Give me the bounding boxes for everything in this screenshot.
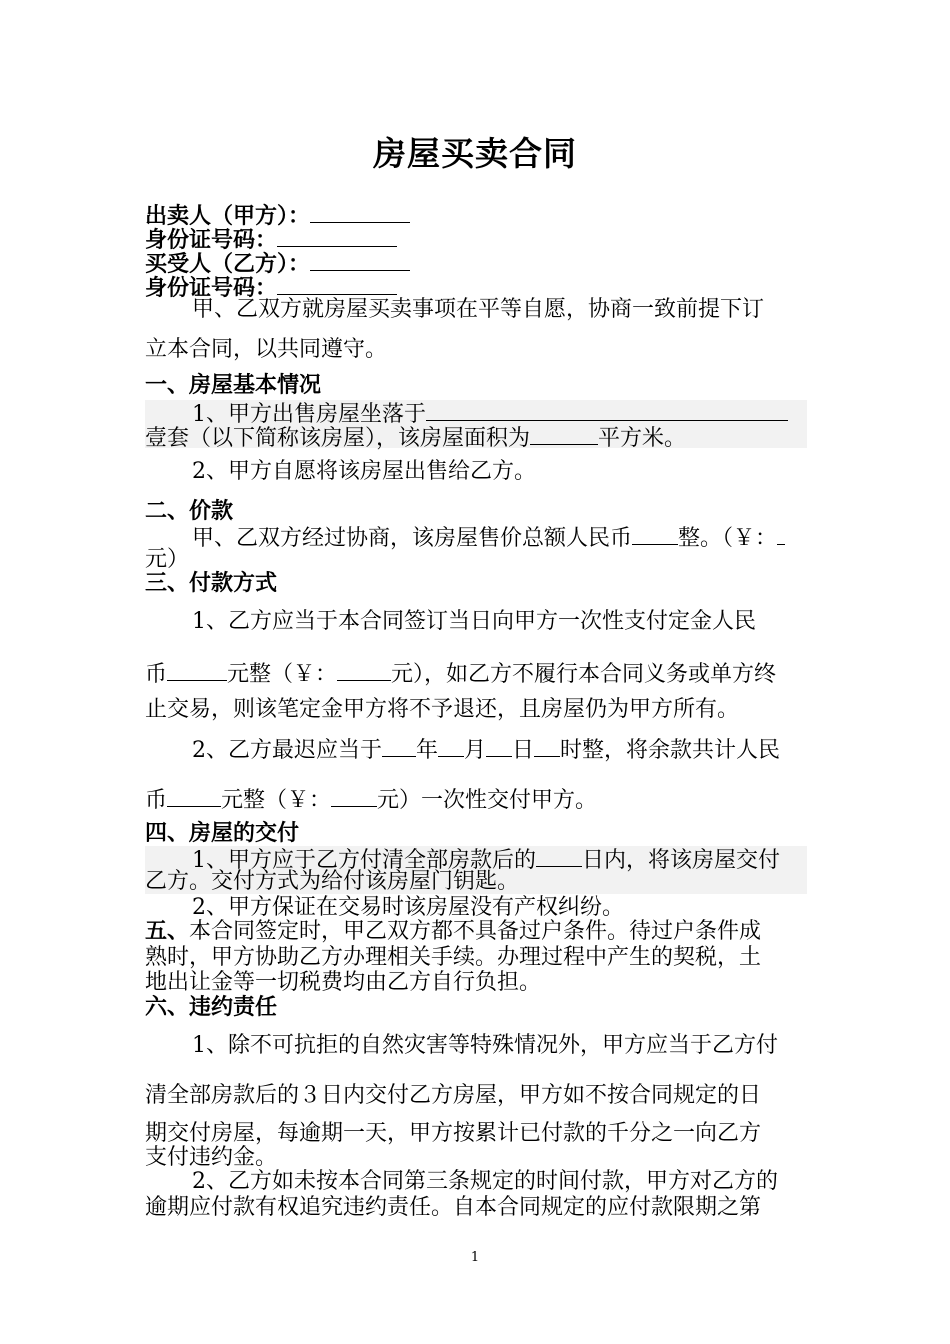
sec6-p1-line3: 期交付房屋，每逾期一天，甲方按累计已付款的千分之一向乙方 (145, 1121, 762, 1146)
section-1-heading: 一、房屋基本情况 (145, 373, 322, 398)
preamble-line-1: 甲、乙双方就房屋买卖事项在平等自愿，协商一致前提下订 (192, 297, 765, 322)
sec3-p2-text-3: 币 (145, 788, 168, 813)
seller-blank[interactable] (310, 202, 410, 223)
sec1-p1-line2 (145, 424, 686, 451)
sec3-p2-text-4: 元整（￥： (221, 788, 332, 813)
month-label: 月 (464, 738, 487, 763)
sec3-text: 币 (145, 662, 168, 687)
buyer-id-blank[interactable] (277, 274, 397, 295)
sec5-text: 本合同签定时，甲乙双方都不具备过户条件。待过户条件成 (189, 919, 762, 944)
page-title: 房屋买卖合同 (373, 134, 577, 173)
balance-figure-blank[interactable] (331, 786, 377, 807)
page-number: 1 (470, 1250, 480, 1265)
seller-id-line (145, 226, 397, 253)
seller-line (145, 202, 410, 229)
balance-blank[interactable] (167, 786, 221, 807)
seller-id-blank[interactable] (277, 226, 397, 247)
sec4-p1-line2: 乙方。交付方式为给付该房屋门钥匙。 (145, 869, 520, 894)
year-label: 年 (416, 738, 439, 763)
price-blank[interactable] (632, 524, 678, 545)
buyer-id-label: 身份证号码： (145, 276, 278, 301)
sec3-p2-text-2: 时整，将余款共计人民 (560, 738, 781, 763)
sec1-p1-text-2: 壹套（以下简称该房屋），该房屋面积为 (145, 426, 531, 451)
deposit-blank[interactable] (167, 660, 227, 681)
buyer-blank[interactable] (310, 250, 410, 271)
sec6-p2-line1: 2、乙方如未按本合同第三条规定的时间付款，甲方对乙方的 (192, 1169, 778, 1194)
location-blank[interactable] (426, 400, 788, 421)
month-blank[interactable] (438, 736, 464, 757)
sec1-p1-unit: 平方米。 (598, 426, 687, 451)
sec3-p2-text: 2、乙方最迟应当于 (192, 738, 382, 763)
section-2-heading: 二、价款 (145, 499, 234, 524)
sec5-line2: 熟时，甲方协助乙方办理相关手续。办理过程中产生的契税，土 (145, 945, 762, 970)
year-blank[interactable] (382, 736, 416, 757)
sec6-p1-line1: 1、除不可抗拒的自然灾害等特殊情况外，甲方应当于乙方付 (192, 1033, 778, 1058)
section-5-number: 五、 (145, 919, 190, 944)
sec4-text: 1、甲方应于乙方付清全部房款后的 (192, 848, 536, 873)
sec6-p1-line4: 支付违约金。 (145, 1145, 278, 1170)
sec2-text: 甲、乙双方经过协商，该房屋售价总额人民币 (192, 526, 633, 551)
sec3-p2-text-5: 元）一次性交付甲方。 (377, 788, 598, 813)
sec3-text-3: 元），如乙方不履行本合同义务或单方终 (391, 662, 777, 687)
sec1-p1-text: 1、甲方出售房屋坐落于 (192, 402, 426, 427)
hour-blank[interactable] (534, 736, 560, 757)
deposit-figure-blank[interactable] (337, 660, 391, 681)
sec5-line1 (145, 920, 761, 944)
seller-id-label: 身份证号码： (145, 228, 278, 253)
price-figure-blank[interactable] (777, 524, 785, 545)
area-blank[interactable] (530, 424, 598, 445)
sec4-text-2: 日内，将该房屋交付 (582, 848, 781, 873)
sec3-p2-line2 (145, 786, 597, 813)
section-6-heading: 六、违约责任 (145, 995, 278, 1020)
day-label: 日 (512, 738, 535, 763)
sec3-p2-line1 (192, 736, 780, 763)
seller-label: 出卖人（甲方）： (145, 204, 311, 229)
sec2-text-2: 整。（￥： (678, 526, 778, 551)
sec6-p2-line2: 逾期应付款有权追究违约责任。自本合同规定的应付款限期之第 (145, 1195, 762, 1220)
preamble-line-2: 立本合同，以共同遵守。 (145, 337, 388, 362)
sec2-line2: 元） (145, 547, 190, 572)
sec3-text-2: 元整（￥： (227, 662, 338, 687)
sec6-p1-line2: 清全部房款后的３日内交付乙方房屋，甲方如不按合同规定的日 (145, 1083, 762, 1108)
day-blank[interactable] (486, 736, 512, 757)
sec3-p1-line1: 1、乙方应当于本合同签订当日向甲方一次性支付定金人民 (192, 609, 756, 634)
sec5-line3: 地出让金等一切税费均由乙方自行负担。 (145, 970, 542, 995)
delivery-days-blank[interactable] (536, 846, 582, 867)
sec4-p2: 2、甲方保证在交易时该房屋没有产权纠纷。 (192, 895, 624, 920)
sec3-p1-line3: 止交易，则该笔定金甲方将不予退还，且房屋仍为甲方所有。 (145, 697, 740, 722)
sec3-p1-line2 (145, 660, 776, 687)
sec1-p2: 2、甲方自愿将该房屋出售给乙方。 (192, 459, 536, 484)
sec2-line1 (192, 524, 785, 551)
buyer-label: 买受人（乙方）： (145, 252, 311, 277)
section-4-heading: 四、房屋的交付 (145, 821, 300, 846)
sec1-p1-line1 (192, 400, 788, 427)
section-3-heading: 三、付款方式 (145, 571, 278, 596)
buyer-line (145, 250, 410, 277)
